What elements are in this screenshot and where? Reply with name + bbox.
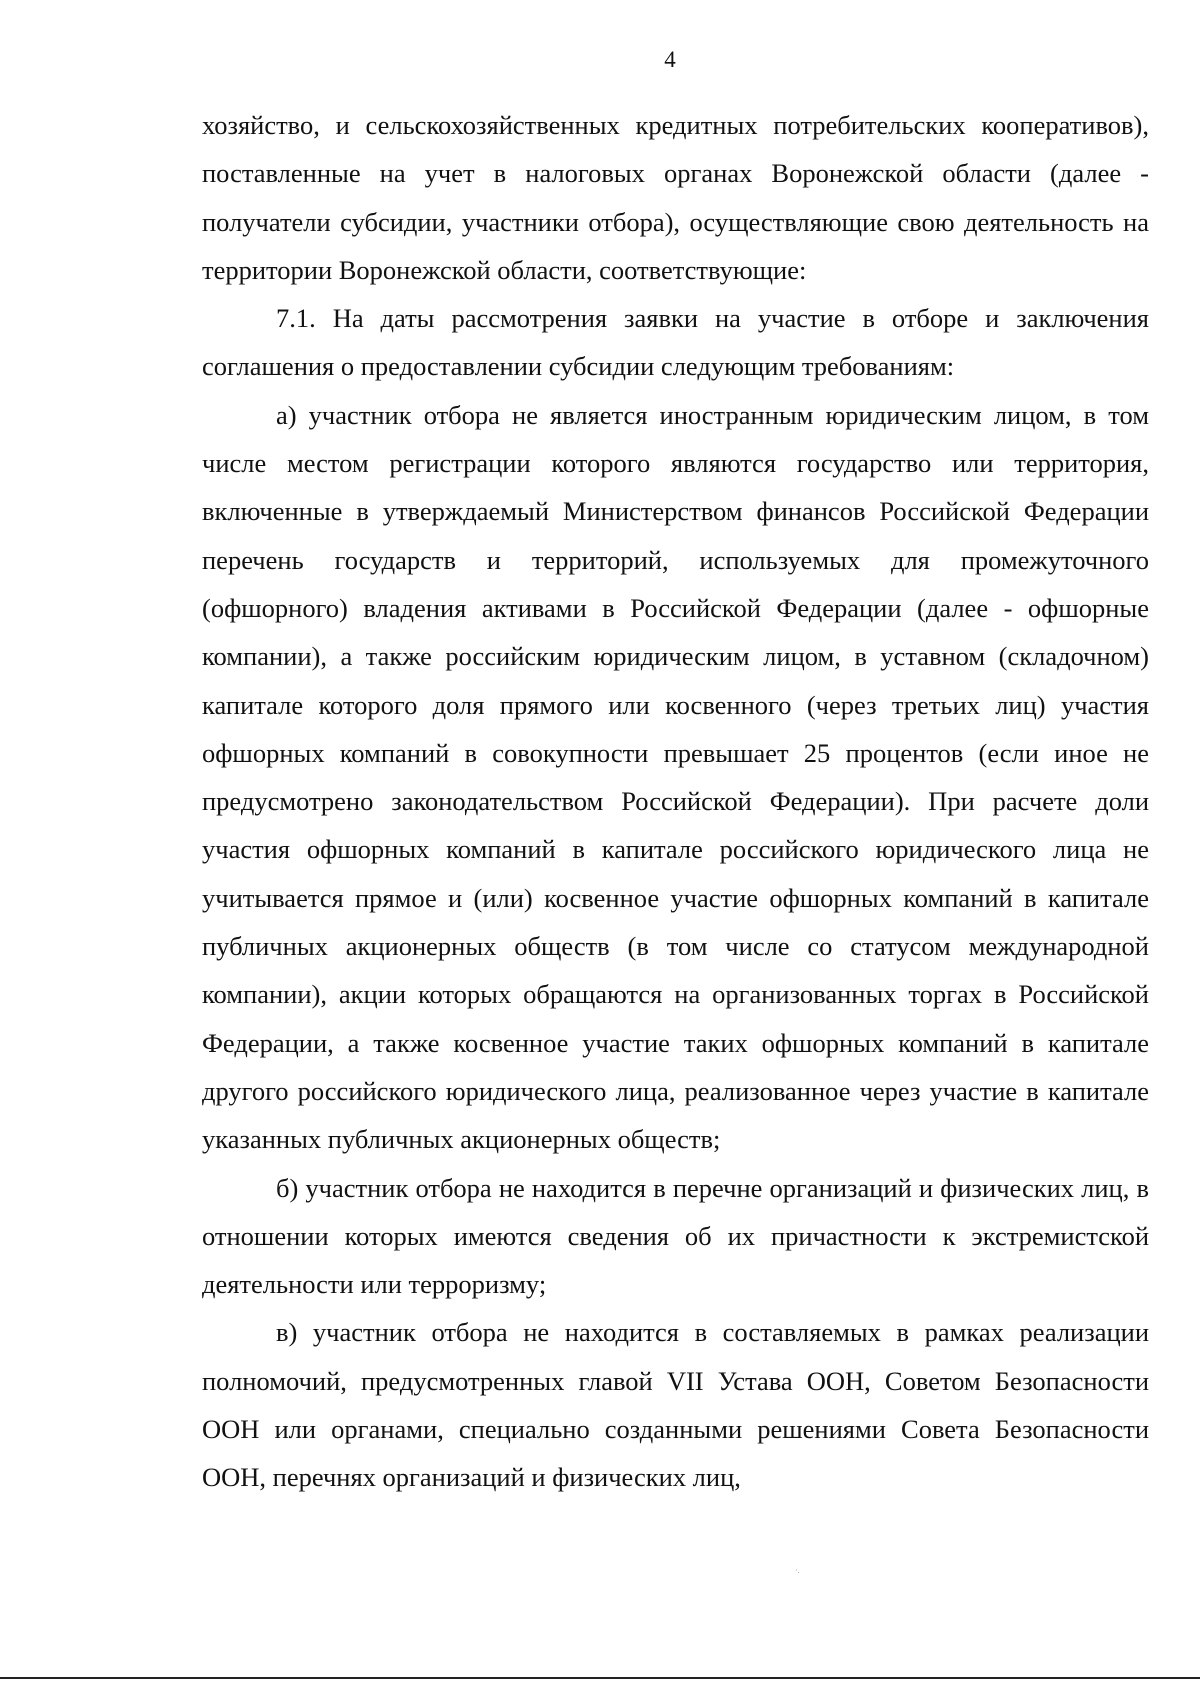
document-body	[202, 101, 1149, 1502]
scan-artifact: ·.	[795, 1566, 800, 1575]
paragraph-7-1: 7.1. На даты рассмотрения заявки на участие в отборе и заключения соглашения о предоставлении субсидии следующим требованиям:	[202, 303, 1149, 382]
paragraph-continuation: хозяйство, и сельскохозяйственных кредитных потребительских кооперативов), поставленные на учет в налоговых органах Воронежской области (далее - получатели субсидии, участники отбора), осуществляющие свою деятельность на территории Воронежской области, соответствующие:	[202, 110, 1149, 285]
paragraph-item-v: в) участник отбора не находится в составляемых в рамках реализации полномочий, предусмотренных главой VII Устава ООН, Советом Безопасности ООН или органами, специально созданными решениями Совета Безопасности ООН, перечнях организаций и физических лиц,	[202, 1317, 1149, 1493]
page-bottom-edge	[0, 1677, 1200, 1679]
page-number: 4	[664, 47, 676, 72]
paragraph-item-b: б) участник отбора не находится в перечне организаций и физических лиц, в отношении которых имеются сведения об их причастности к экстремистской деятельности или терроризму;	[202, 1172, 1149, 1300]
paragraph-item-a: а) участник отбора не является иностранным юридическим лицом, в том числе местом регистрации которого являются государство или территория, включенные в утверждаемый Министерством финансов Российской Федерации перечень государств и территорий, используемых для промежуточного (офшорного) владения активами в Российской Федерации (далее - офшорные компании), а также российским юридическим лицом, в уставном (складочном) капитале которого доля прямого или косвенного (через третьих лиц) участия офшорных компаний в совокупности превышает 25 процентов (если иное не предусмотрено законодательством Российской Федерации). При расчете доли участия офшорных компаний в капитале российского юридического лица не учитывается прямое и (или) косвенное участие офшорных компаний в капитале публичных акционерных обществ (в том числе со статусом международной компании), акции которых обращаются на организованных торгах в Российской Федерации, а также косвенное участие таких офшорных компаний в капитале другого российского юридического лица, реализованное через участие в капитале указанных публичных акционерных обществ;	[202, 399, 1149, 1155]
